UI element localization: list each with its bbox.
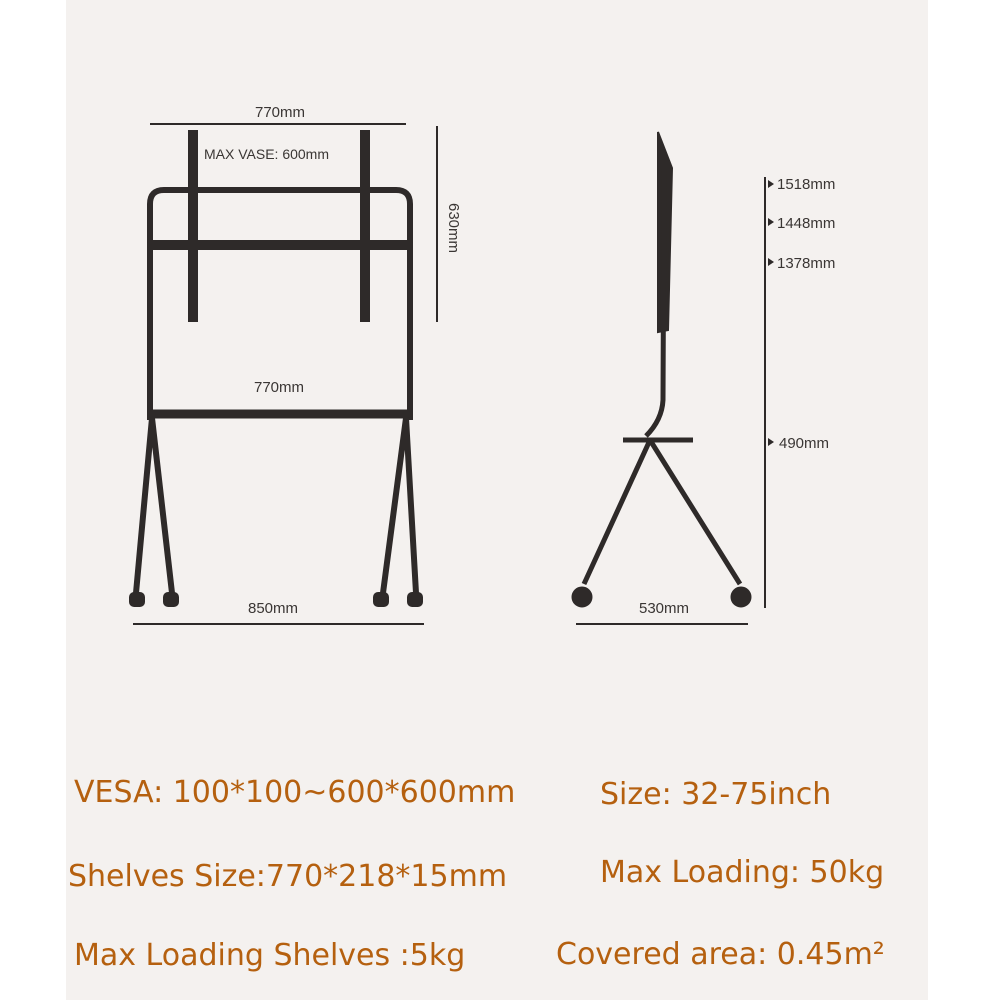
spec-max-loading: Max Loading: 50kg	[600, 855, 885, 890]
side-view	[572, 132, 765, 624]
side-wheel-rear	[731, 587, 751, 607]
base-width-label: 850mm	[247, 600, 299, 617]
spec-size: Size: 32-75inch	[600, 777, 832, 812]
spec-vesa: VESA: 100*100~600*600mm	[74, 775, 516, 810]
screen-height-label: 630mm	[445, 202, 462, 254]
height-markers	[768, 180, 774, 446]
height-label-1378: 1378mm	[777, 255, 836, 272]
height-label-1448: 1448mm	[777, 215, 836, 232]
top-width-label: 770mm	[254, 104, 306, 121]
base-depth-label: 530mm	[638, 600, 690, 617]
side-wheel-front	[572, 587, 592, 607]
left-legs	[136, 418, 172, 593]
side-legs	[584, 440, 740, 584]
vesa-max-label: MAX VASE: 600mm	[204, 146, 330, 162]
height-label-1518: 1518mm	[777, 176, 836, 193]
shelf-height-label: 490mm	[779, 435, 830, 452]
front-view	[129, 124, 437, 624]
spec-shelves-size: Shelves Size:770*218*15mm	[68, 859, 508, 894]
spec-covered-area: Covered area: 0.45m²	[556, 937, 885, 972]
right-legs	[383, 418, 416, 593]
spec-max-loading-shelves: Max Loading Shelves :5kg	[74, 938, 466, 973]
shelf-width-label: 770mm	[253, 379, 305, 396]
